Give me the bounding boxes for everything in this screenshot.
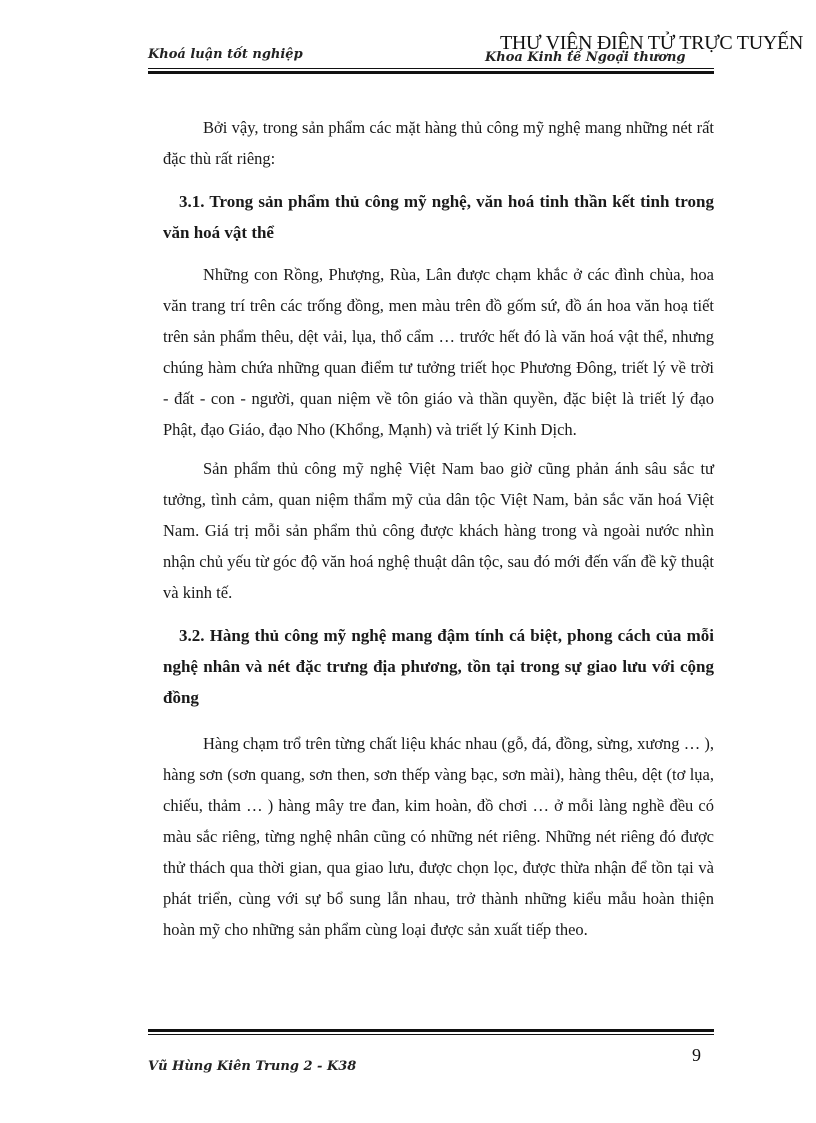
header-title-right: Khoa Kinh tế Ngoại thương (485, 50, 686, 65)
footer-rule-thin (148, 1034, 714, 1035)
header-rule-thin (148, 68, 714, 69)
watermark-text: THƯ VIỆN ĐIỆN TỬ TRỰC TUYẾN (500, 32, 804, 54)
section-3-1-paragraph-1: Những con Rồng, Phượng, Rùa, Lân được chạm khắc ở các đình chùa, hoa văn trang trí trên các trống đồng, men màu trên đồ gốm sứ, đồ án hoa văn hoạ tiết trên sản phẩm thêu, dệt vải, lụa, thổ cẩm … trước hết đó là văn hoá vật thể, nhưng chúng hàm chứa những quan điểm tư tưởng triết học Phương Đông, triết lý về trời - đất - con - người, quan niệm về tôn giáo và thần quyền, đặc biệt là triết lý đạo Phật, đạo Giáo, đạo Nho (Khổng, Mạnh) và triết lý Kinh Dịch. (163, 265, 714, 439)
header-title-left: Khoá luận tốt nghiệp (148, 47, 303, 62)
page-number: 9 (692, 1045, 701, 1065)
footer-rule-thick (148, 1029, 714, 1032)
footer-author: Vũ Hùng Kiên Trung 2 - K38 (148, 1059, 357, 1074)
header-rule-thick (148, 71, 714, 74)
section-3-1-heading: 3.1. Trong sản phẩm thủ công mỹ nghệ, văn hoá tinh thần kết tinh trong văn hoá vật thể (163, 192, 714, 242)
intro-paragraph: Bởi vậy, trong sản phẩm các mặt hàng thủ công mỹ nghệ mang những nét rất đặc thù rất riêng: (163, 118, 714, 168)
section-3-2-heading: 3.2. Hàng thủ công mỹ nghệ mang đậm tính cá biệt, phong cách của mỗi nghệ nhân và nét đặc trưng địa phương, tồn tại trong sự giao lưu với cộng đồng (163, 626, 714, 707)
section-3-1-paragraph-2: Sản phẩm thủ công mỹ nghệ Việt Nam bao giờ cũng phản ánh sâu sắc tư tưởng, tình cảm, quan niệm thẩm mỹ của dân tộc Việt Nam, bản sắc văn hoá Việt Nam. Giá trị mỗi sản phẩm thủ công được khách hàng trong và ngoài nước nhìn nhận chủ yếu từ góc độ văn hoá nghệ thuật dân tộc, sau đó mới đến vấn đề kỹ thuật và kinh tế. (163, 459, 714, 602)
section-3-2-paragraph-1: Hàng chạm trổ trên từng chất liệu khác nhau (gỗ, đá, đồng, sừng, xương … ), hàng sơn (sơn quang, sơn then, sơn thếp vàng bạc, sơn mài), hàng thêu, dệt (tơ lụa, chiếu, thảm … ) hàng mây tre đan, kim hoàn, đồ chơi … ở mỗi làng nghề đều có màu sắc riêng, từng nghệ nhân cũng có những nét riêng. Những nét riêng đó được thử thách qua thời gian, qua giao lưu, được chọn lọc, được thừa nhận để tồn tại và phát triển, cùng với sự bổ sung lẫn nhau, trở thành những kiểu mẫu hoàn thiện hoàn mỹ cho những sản phẩm cùng loại được sản xuất tiếp theo. (163, 734, 714, 939)
